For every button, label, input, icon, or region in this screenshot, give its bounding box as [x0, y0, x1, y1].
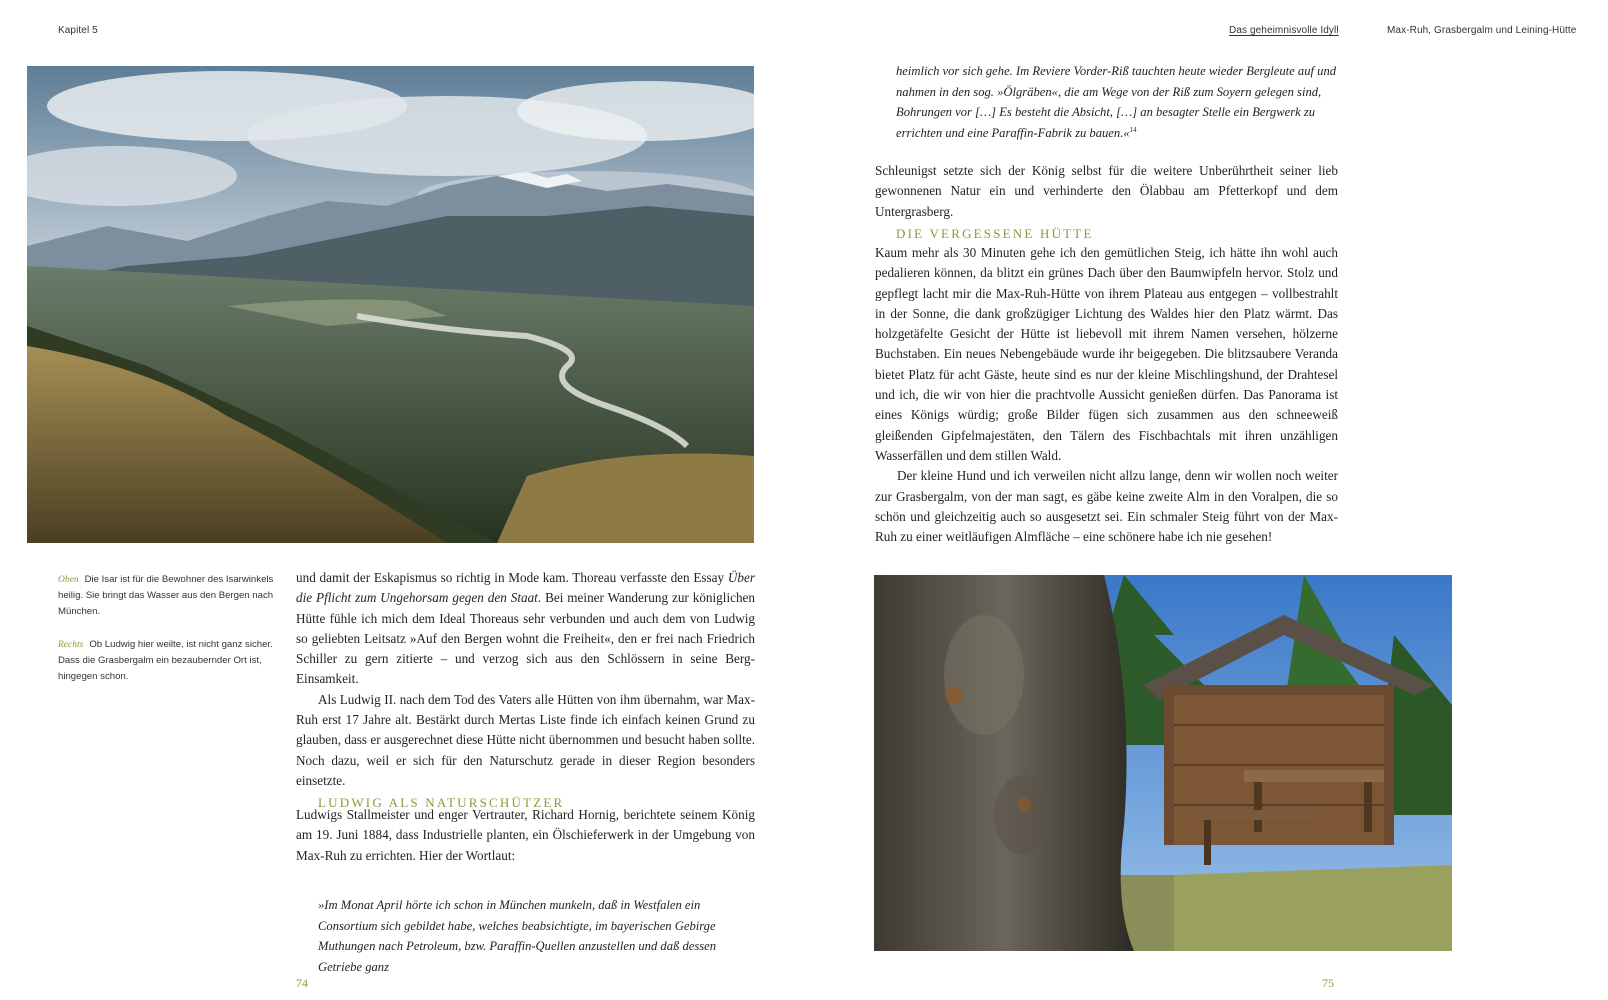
left-paragraph-2: Als Ludwig II. nach dem Tod des Vaters alle Hütten von ihm übernahm, war Max-Ruh erst 17 Jahre alt. Bestärkt durch Mertas Liste finde ich einfach keinen Grund zu glauben, dass er ausgerechnet diese Hütte nicht übernommen und besucht haben sollte. Noch dazu, weil er sich für den Naturschutz gerade in dieser Region besonders einsetzte. [296, 691, 755, 788]
right-intro-text [875, 161, 1338, 222]
left-paragraph-1-end: . Bei meiner Wanderung zur königlichen Hütte fühle ich mich dem Ideal Thoreaus sehr verbunden und auch dem von Ludwig so geliebten Leitsatz »Auf den Bergen wohnt die Freiheit«, den er frei nach Friedrich Schiller zu gern zitierte – und verzog sich aus den Schlössern in seine Berg-Einsamkeit. [296, 590, 756, 687]
isar-valley-photo [27, 66, 754, 543]
right-paragraph-2: Kaum mehr als 30 Minuten gehe ich den gemütlichen Steig, ich hätte ihn wohl auch pedalieren können, da blitzt ein grünes Dach über den Baumwipfeln hervor. Stolz und gepflegt lacht mir die Max-Ruh-Hütte von ihrem Plateau aus entgegen – vollbestrahlt in der Sonne, die dank großzügiger Lichtung des Waldes hier den Platz wärmt. Das holzgetäfelte Gesicht der Hütte ist liebevoll mit ihrem Namen versehen, hölzerne Buchstaben. Ein neues Nebengebäude wurde ihr beigegeben. Die blitzsaubere Veranda bietet Platz für acht Gäste, heute sind es nur der kleine Mischlingshund, der Drahtesel und ich, die wir von hier die prachtvolle Aussicht genießen dürfen. Das Panorama ist eines Königs würdig; große Bilder fügen sich zusammen aus den schneeweiß gleißenden Gipfelmajestäten, den Tälern des Fischbachtals mit ihren unzähligen Wasserfällen und dem stillen Wald. [875, 245, 1338, 463]
right-page [804, 0, 1608, 1000]
right-body-text [875, 243, 1338, 547]
caption-right [58, 637, 276, 685]
caption-top [58, 572, 276, 620]
hut-illustration [874, 575, 1452, 951]
isar-valley-illustration [27, 66, 754, 543]
heading-vergessene-huette: DIE VERGESSENE HÜTTE [896, 226, 1094, 241]
caption-tag-top: Oben [58, 575, 79, 585]
essay-title: Über die Pflicht zum Ungehorsam gegen den Staat [296, 570, 755, 606]
left-quote: »Im Monat April hörte ich schon in München munkeln, daß in Westfalen ein Consortium sich gebildet habe, welches beabsichtigte, im bayerischen Gebirge Muthungen nach Petroleum, bzw. Paraffin-Quellen anzustellen und daß dessen Getriebe ganz [318, 898, 717, 974]
footnote-ref: 14 [1129, 125, 1137, 134]
caption-text-top: Die Isar ist für die Bewohner des Isarwinkels heilig. Sie bringt das Wasser aus den Bergen nach München. [58, 574, 274, 617]
right-quote-text: heimlich vor sich gehe. Im Reviere Vorder-Riß tauchten heute wieder Bergleute auf und nahmen in den sog. »Ölgräben«, die am Wege von der Riß zum Soyern gelegen sind, Bohrungen vor […] Es besteht die Absicht, […] an besagter Stelle ein Bergwerk zu errichten und eine Paraffin-Fabrik zu bauen.« [896, 64, 1337, 140]
folio-left: 74 [296, 976, 308, 990]
left-body-text-2 [296, 805, 755, 866]
right-quote [896, 61, 1338, 143]
folio-right: 75 [1322, 976, 1334, 990]
left-paragraph-3: Ludwigs Stallmeister und enger Vertrauter, Richard Hornig, berichtete seinem König am 19. Juni 1884, dass Industrielle planten, ein Ölschieferwerk in der Umgebung von Max-Ruh zu errichten. Hier der Wortlaut: [296, 807, 755, 863]
right-paragraph-1: Schleunigst setzte sich der König selbst für die weitere Unberührtheit seiner lieb gewonnenen Natur ein und verhinderte den Ölabbau am Pfetterkopf und dem Untergrasberg. [875, 163, 1338, 219]
right-paragraph-3: Der kleine Hund und ich verweilen nicht allzu lange, denn wir wollen noch weiter zur Grasbergalm, von der man sagt, es gäbe keine zweite Alm in den Voralpen, die so schön und gleichzeitig auch so ausgesetzt sei. Ein schmaler Steig führt von der Max-Ruh zu einer weitläufigen Almfläche – eine schönere habe ich nie gesehen! [875, 468, 1338, 545]
hut-photo [874, 575, 1452, 951]
left-paragraph-1 [296, 568, 755, 690]
running-head-section: Das geheimnisvolle Idyll [1229, 25, 1339, 36]
caption-tag-right: Rechts [58, 640, 84, 650]
left-body-text [296, 568, 755, 791]
left-paragraph-1-start: und damit der Eskapismus so richtig in Mode kam. Thoreau verfasste den Essay [296, 570, 728, 585]
heading-ludwig-naturschuetzer: LUDWIG ALS NATURSCHÜTZER [318, 795, 565, 810]
running-head-location: Max-Ruh, Grasbergalm und Leining-Hütte [1387, 25, 1577, 36]
caption-text-right: Ob Ludwig hier weilte, ist nicht ganz sicher. Dass die Grasbergalm ein bezaubernder Ort ist, hingegen schon. [58, 639, 273, 682]
running-head-chapter: Kapitel 5 [58, 25, 98, 36]
